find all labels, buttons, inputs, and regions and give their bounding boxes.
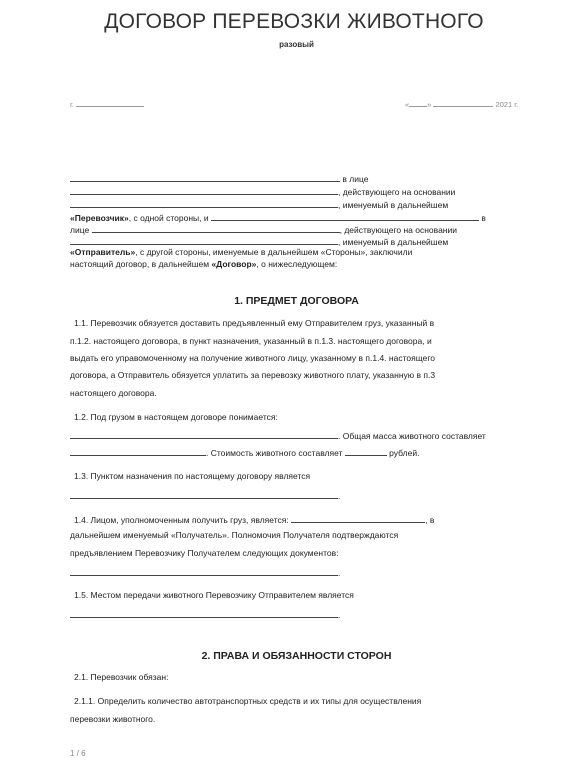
clause-1-4-line-3: предъявлением Перевозчику Получателем следующих документов: xyxy=(70,548,339,558)
clause-1-3: 1.3. Пунктом назначения по настоящему договору является xyxy=(74,471,311,481)
blank-sender-rep xyxy=(92,223,340,233)
date-quote-open: « xyxy=(405,100,410,109)
clause-2-1-1-line-2: перевозки животного. xyxy=(70,714,156,724)
date-month-blank xyxy=(433,97,493,107)
clause-1-2-cost-line: . Стоимость животного составляет рублей. xyxy=(70,446,419,458)
clause-1-2-mass-line: . Общая масса животного составляет xyxy=(70,429,486,441)
clause-1-5-blank-line: . xyxy=(70,608,340,620)
date-quote-close: » xyxy=(427,100,432,109)
clause-2-1: 2.1. Перевозчик обязан: xyxy=(74,672,169,682)
parties-line-8: настоящий договор, в дальнейшем «Договор», о нижеследующем: xyxy=(70,259,338,269)
date-day-blank xyxy=(409,97,427,107)
clause-1-1-line-3: выдать его управомоченному на получение животного лицу, указанному в п.1.4. настоящего xyxy=(70,353,435,363)
blank-handover-place xyxy=(70,608,338,618)
blank-carrier-rep xyxy=(70,185,338,195)
blank-recipient xyxy=(291,513,425,523)
place-prefix: г. xyxy=(70,100,74,109)
blank-sender-basis xyxy=(70,235,338,245)
clause-1-3-blank-line: . xyxy=(70,489,340,501)
blank-destination xyxy=(70,489,338,499)
clause-1-1-line-4: договора, а Отправитель обязуется уплатить за перевозку животного плату, указанную в п.3 xyxy=(70,370,436,380)
parties-line-2: , действующего на основании xyxy=(70,185,455,197)
parties-line-6: , именуемый в дальнейшем xyxy=(70,235,448,247)
blank-cargo-description xyxy=(70,429,338,439)
blank-animal-cost xyxy=(345,446,387,456)
parties-line-5: лице , действующего на основании xyxy=(70,225,457,235)
document-title: ДОГОВОР ПЕРЕВОЗКИ ЖИВОТНОГО xyxy=(104,10,484,33)
page-number: 1 / 6 xyxy=(70,749,86,758)
document-subtitle: разовый xyxy=(279,40,314,49)
blank-carrier-basis xyxy=(70,198,338,208)
parties-line-1: в лице xyxy=(70,172,368,184)
clause-1-4-line-1: 1.4. Лицом, уполномоченным получить груз, является: , в xyxy=(74,515,435,525)
clause-2-1-1-line-1: 2.1.1. Определить количество автотранспортных средств и их типы для осуществления xyxy=(74,696,422,706)
parties-line-3: , именуемый в дальнейшем xyxy=(70,198,448,210)
section-1-heading: 1. ПРЕДМЕТ ДОГОВОРА xyxy=(234,295,359,307)
blank-sender-name xyxy=(211,211,479,221)
clause-1-1-line-5: настоящего договора. xyxy=(70,388,157,398)
date-field xyxy=(405,97,518,109)
blank-recipient-documents xyxy=(70,566,338,576)
parties-line-4: «Перевозчик», с одной стороны, и в xyxy=(70,213,486,223)
parties-line-7: «Отправитель», с другой стороны, именуемые в дальнейшем «Стороны», заключили xyxy=(70,247,413,257)
place-blank xyxy=(76,97,144,107)
section-2-heading: 2. ПРАВА И ОБЯЗАННОСТИ СТОРОН xyxy=(201,650,392,662)
clause-1-1-line-2: п.1.2. настоящего договора, в пункт назначения, указанный в п.1.3. настоящего договора, и xyxy=(70,336,432,346)
clause-1-5: 1.5. Местом передачи животного Перевозчику Отправителем является xyxy=(74,590,354,600)
clause-1-1-line-1: 1.1. Перевозчик обязуется доставить предъявленный ему Отправителем груз, указанный в xyxy=(74,318,435,328)
place-field xyxy=(70,97,144,109)
blank-animal-mass xyxy=(70,446,206,456)
date-year: 2021 г. xyxy=(495,100,519,109)
clause-1-4-line-2: дальнейшем именуемый «Получатель». Полномочия Получателя подтверждаются xyxy=(70,530,399,540)
clause-1-4-blank-line: . xyxy=(70,566,340,578)
blank-carrier-name xyxy=(70,172,340,182)
clause-1-2: 1.2. Под грузом в настоящем договоре понимается: xyxy=(74,412,278,422)
